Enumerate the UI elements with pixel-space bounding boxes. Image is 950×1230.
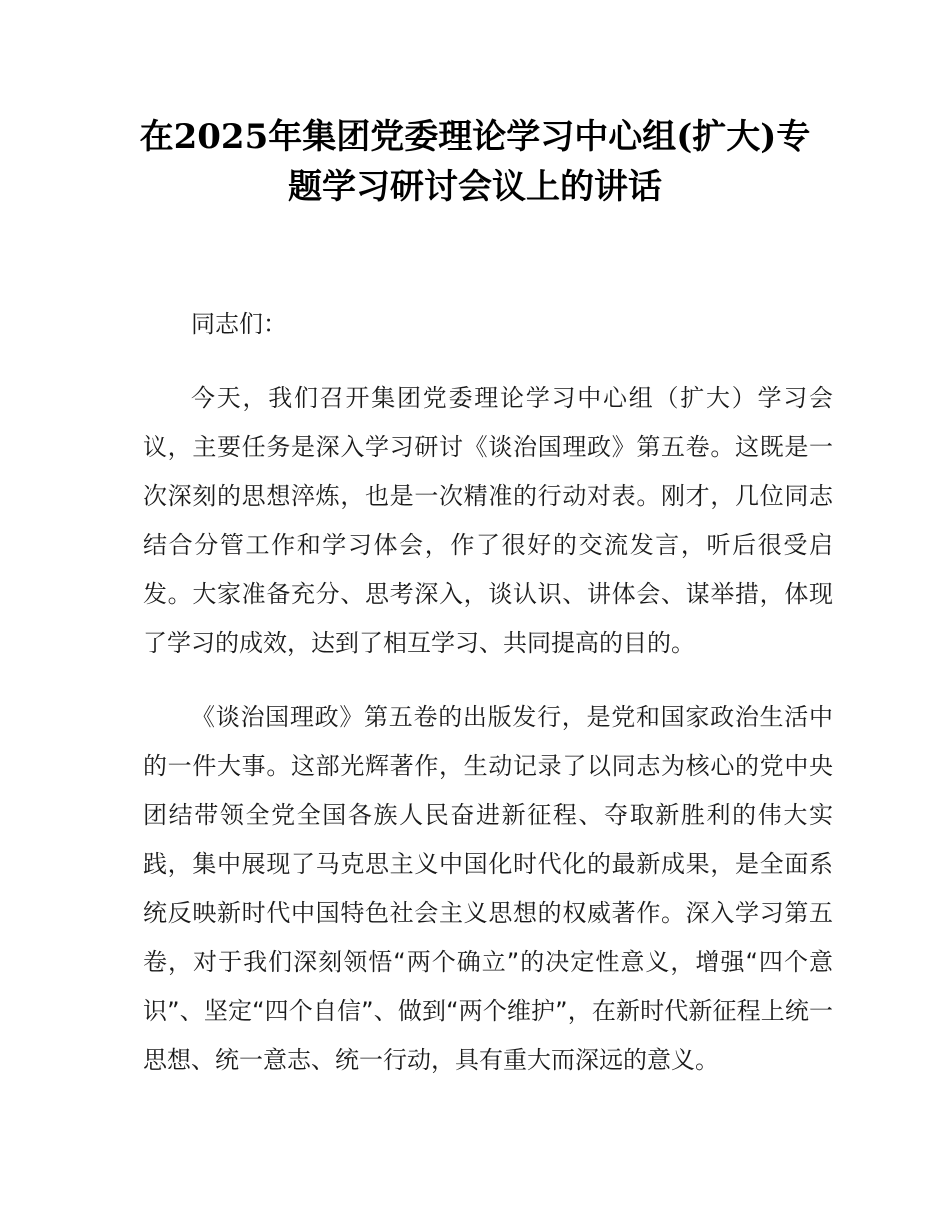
paragraph-1: 今天，我们召开集团党委理论学习中心组（扩大）学习会议，主要任务是深入学习研讨《谈治国理政》第五卷。这既是一次深刻的思想淬炼，也是一次精准的行动对表。刚才，几位同志结合分管工作和学习体会，作了很好的交流发言，听后很受启发。大家准备充分、思考深入，谈认识、讲体会、谋举措，体现了学习的成效，达到了相互学习、共同提高的目的。 [143,384,833,657]
title-line-1: 在2025年集团党委理论学习中心组(扩大)专 [139,117,811,157]
document-body [143,300,833,1110]
title-line-2: 题学习研讨会议上的讲话 [288,167,662,207]
paragraph-2: 《谈治国理政》第五卷的出版发行，是党和国家政治生活中的一件大事。这部光辉著作，生动记录了以同志为核心的党中央团结带领全党全国各族人民奋进新征程、夺取新胜利的伟大实践，集中展现了马克思主义中国化时代化的最新成果，是全面系统反映新时代中国特色社会主义思想的权威著作。深入学习第五卷，对于我们深刻领悟“两个确立”的决定性意义，增强“四个意识”、坚定“四个自信”、做到“两个维护”，在新时代新征程上统一思想、统一意志、统一行动，具有重大而深远的意义。 [143,703,833,1074]
greeting: 同志们： [191,310,287,338]
document-title [130,112,820,212]
